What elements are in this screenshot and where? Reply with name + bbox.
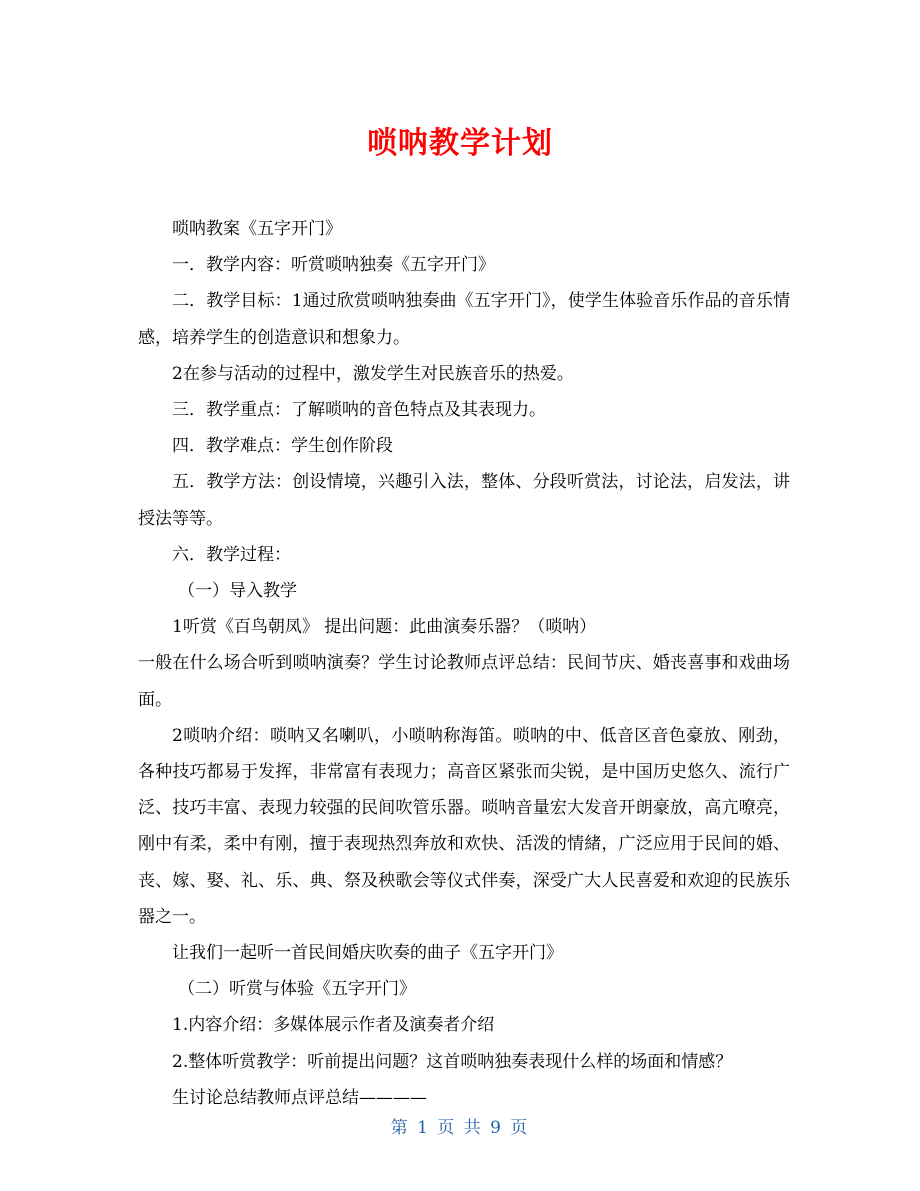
paragraph-goal-two: 2在参与活动的过程中，激发学生对民族音乐的热爱。 xyxy=(172,363,574,384)
paragraph-key-point: 三．教学重点：了解唢呐的音色特点及其表现力。 xyxy=(172,400,546,421)
paragraph-difficulty: 四．教学难点：学生创作阶段 xyxy=(172,436,393,457)
paragraph-section-intro: （一）导入教学 xyxy=(178,581,297,602)
document-body xyxy=(138,211,790,1116)
paragraph-content-intro: 1.内容介绍：多媒体展示作者及演奏者介绍 xyxy=(172,1015,495,1036)
paragraph-listen-bainiao: 1听赏《百鸟朝凤》 提出问题：此曲演奏乐器？（唢呐） xyxy=(172,617,597,638)
paragraph-section-listen: （二）听赏与体验《五字开门》 xyxy=(178,979,416,1000)
paragraph-teaching-content: 一．教学内容：听赏唢呐独奏《五字开门》 xyxy=(172,255,495,276)
page-number-footer: 第 1 页 共 9 页 xyxy=(390,1118,530,1138)
paragraph-occasion-question: 一般在什么场合听到唢呐演奏？学生讨论教师点评总结：民间节庆、婚丧喜事和戏曲场面。 xyxy=(138,653,790,710)
paragraph-discussion-summary: 生讨论总结教师点评总结———— xyxy=(172,1087,427,1108)
paragraph-teaching-process: 六．教学过程： xyxy=(172,544,291,565)
paragraph-teaching-method: 五．教学方法：创设情境，兴趣引入法，整体、分段听赏法，讨论法，启发法，讲授法等等。 xyxy=(138,472,790,529)
document-title: 唢呐教学计划 xyxy=(367,126,553,161)
paragraph-suona-intro: 2唢呐介绍：唢呐又名喇叭，小唢呐称海笛。唢呐的中、低音区音色豪放、刚劲，各种技巧都易于发挥，非常富有表现力；高音区紧张而尖锐，是中国历史悠久、流行广泛、技巧丰富、表现力较强的民间吹管乐器。唢呐音量宏大发音开朗豪放，高亢嘹亮，刚中有柔，柔中有刚，擅于表现热烈奔放和欢快、活泼的情緒，广泛应用于民间的婚、丧、嫁、娶、礼、乐、典、祭及秧歌会等仪式伴奏，深受广大人民喜爱和欢迎的民族乐器之一。 xyxy=(138,725,790,927)
paragraph-listen-together: 让我们一起听一首民间婚庆吹奏的曲子《五字开门》 xyxy=(172,943,563,964)
paragraph-lesson-name: 唢呐教案《五字开门》 xyxy=(172,219,342,239)
paragraph-teaching-goal: 二．教学目标：1通过欣赏唢呐独奏曲《五字开门》，使学生体验音乐作品的音乐情感，培养学生的创造意识和想象力。 xyxy=(138,291,790,348)
paragraph-overall-listening: 2.整体听赏教学：听前提出问题？这首唢呐独奏表现什么样的场面和情感？ xyxy=(172,1051,733,1072)
